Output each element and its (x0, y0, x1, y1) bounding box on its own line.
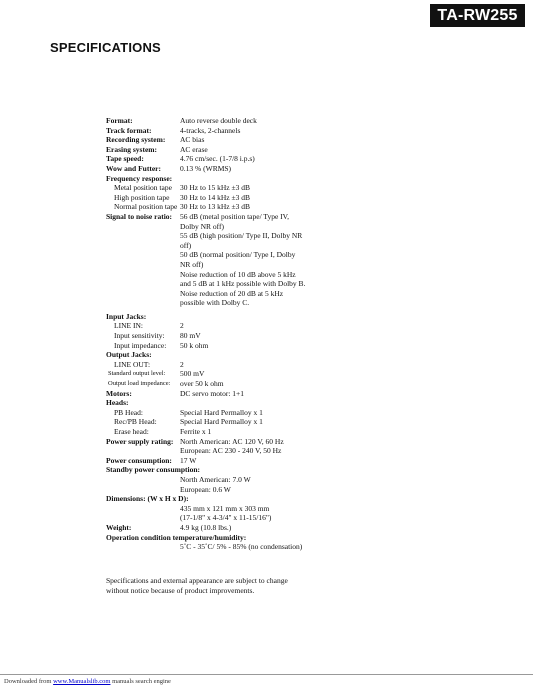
spec-value: 50 k ohm (180, 340, 209, 350)
spec-value: AC bias (180, 135, 205, 145)
spec-value-line: European: 0.6 W (180, 484, 231, 494)
spec-label: Weight: (106, 522, 132, 532)
spec-value: 0.13 % (WRMS) (180, 163, 232, 173)
spec-sublabel: Rec/PB Head: (114, 417, 157, 427)
spec-sublabel: Standard output level: (108, 370, 166, 378)
footer-divider (0, 674, 533, 675)
spec-subrow-high (106, 193, 356, 203)
spec-subrow-line-out (106, 360, 356, 370)
spec-sublabel: Metal position tape (114, 183, 172, 193)
spec-row-recording-system (106, 135, 356, 145)
spec-sublabel: PB Head: (114, 407, 143, 417)
spec-subrow-input-impedance (106, 341, 356, 351)
spec-label: Signal to noise ratio: (106, 211, 173, 221)
spec-label: Power consumption: (106, 455, 172, 465)
footer-suffix: manuals search engine (110, 678, 171, 685)
spec-row-weight (106, 523, 356, 533)
spec-value-line: Noise reduction of 20 dB at 5 kHz (180, 288, 284, 298)
spec-row-power-consumption (106, 456, 356, 466)
spec-row-operation (106, 533, 356, 543)
spec-row-erasing-system (106, 145, 356, 155)
spec-row-tape-speed (106, 154, 356, 164)
spec-label: Erasing system: (106, 144, 158, 154)
spec-value-line: European: AC 230 - 240 V, 50 Hz (180, 446, 282, 456)
spec-label: Tape speed: (106, 154, 144, 164)
spec-row-output-jacks (106, 350, 356, 360)
page-title: SPECIFICATIONS (50, 40, 161, 55)
spec-value-line: 435 mm x 121 mm x 303 mm (180, 503, 270, 513)
spec-label: Frequency response: (106, 173, 173, 183)
spec-value: 2 (180, 359, 184, 369)
spec-subrow-standard-output (106, 369, 356, 379)
spec-label: Format: (106, 116, 133, 125)
footnote-line: Specifications and external appearance are subject to change (106, 576, 288, 585)
manualslib-link[interactable]: www.Manualslib.com (53, 678, 111, 685)
spec-label: Power supply rating: (106, 436, 174, 446)
spec-value-line: and 5 dB at 1 kHz possible with Dolby B. (180, 279, 306, 289)
spec-row-snr (106, 212, 356, 222)
spec-value: 30 Hz to 14 kHz ±3 dB (180, 192, 250, 202)
spec-subrow-output-load (106, 379, 356, 389)
spec-subrow-normal (106, 202, 356, 212)
spec-value-line: off) (180, 240, 192, 250)
spec-label: Input Jacks: (106, 311, 147, 321)
model-badge: TA-RW255 (430, 4, 525, 27)
spec-value-line: (17-1/8" x 4-3/4" x 11-15/16") (180, 513, 272, 523)
spec-subrow-metal (106, 183, 356, 193)
spec-value-line: 55 dB (high position/ Type II, Dolby NR (180, 231, 303, 241)
spec-label: Output Jacks: (106, 350, 152, 360)
spec-sublabel: High position tape (114, 192, 170, 202)
download-footer (4, 678, 171, 685)
spec-sublabel: Normal position tape (114, 202, 178, 212)
spec-label: Wow and Futter: (106, 163, 161, 173)
spec-sublabel: LINE IN: (114, 321, 143, 331)
spec-row-standby (106, 465, 356, 475)
spec-row-power-supply (106, 437, 356, 447)
spec-value: 17 W (180, 455, 197, 465)
spec-value: 30 Hz to 15 kHz ±3 dB (180, 183, 250, 193)
spec-subrow-line-in (106, 321, 356, 331)
spec-value-line: 50 dB (normal position/ Type I, Dolby (180, 250, 296, 260)
spec-row-dimensions (106, 494, 356, 504)
spec-sublabel: LINE OUT: (114, 359, 151, 369)
spec-value: 56 dB (metal position tape/ Type IV, (180, 211, 289, 221)
spec-value: DC servo motor: 1+1 (180, 388, 245, 398)
spec-row-input-jacks (106, 312, 356, 322)
spec-value-line: NR off) (180, 259, 204, 269)
spec-label: Motors: (106, 388, 132, 398)
spec-value: 500 mV (180, 369, 205, 379)
spec-sublabel: Erase head: (114, 427, 149, 436)
spec-list (106, 116, 356, 552)
spec-value-line: North American: 7.0 W (180, 474, 251, 484)
spec-value: over 50 k ohm (180, 379, 224, 389)
spec-value: 80 mV (180, 331, 201, 341)
spec-row-wow-flutter (106, 164, 356, 174)
spec-label: Operation condition temperature/humidity: (106, 532, 247, 542)
spec-subrow-erase-head (106, 427, 356, 437)
spec-label: Dimensions: (W x H x D): (106, 494, 189, 504)
spec-subrow-recpb-head (106, 417, 356, 427)
spec-value-line: possible with Dolby C. (180, 298, 250, 308)
spec-row-heads (106, 398, 356, 408)
spec-sublabel: Output load impedance: (108, 380, 171, 388)
spec-label: Track format: (106, 125, 152, 135)
spec-value: 2 (180, 321, 184, 331)
spec-row-frequency-response (106, 174, 356, 184)
spec-value: 4.76 cm/sec. (1-7/8 i.p.s) (180, 154, 255, 164)
spec-value: 30 Hz to 13 kHz ±3 dB (180, 202, 250, 212)
spec-subrow-pb-head (106, 408, 356, 418)
spec-value: Auto reverse double deck (180, 116, 257, 125)
footer-prefix: Downloaded from (4, 678, 54, 685)
spec-row-track-format (106, 126, 356, 136)
spec-sublabel: Input sensitivity: (114, 331, 165, 341)
spec-value: Ferrite x 1 (180, 427, 212, 436)
footnote-line: without notice because of product improvements. (106, 586, 255, 595)
spec-value-line: Noise reduction of 10 dB above 5 kHz (180, 269, 296, 279)
spec-value: AC erase (180, 144, 208, 154)
spec-value-line: 5˚C - 35˚C/ 5% - 85% (no condensation) (180, 542, 303, 552)
spec-label: Recording system: (106, 135, 166, 145)
spec-row-format (106, 116, 356, 126)
spec-label: Heads: (106, 398, 129, 408)
spec-value: 4-tracks, 2-channels (180, 125, 241, 135)
spec-subrow-input-sensitivity (106, 331, 356, 341)
spec-sublabel: Input impedance: (114, 340, 167, 350)
footnote (106, 576, 336, 596)
spec-value-line: Dolby NR off) (180, 221, 225, 231)
spec-value: Special Hard Permalloy x 1 (180, 407, 263, 417)
spec-row-motors (106, 389, 356, 399)
spec-value: 4.9 kg (10.8 lbs.) (180, 522, 232, 532)
spec-value: Special Hard Permalloy x 1 (180, 417, 263, 427)
spec-label: Standby power consumption: (106, 465, 201, 475)
spec-value: North American: AC 120 V, 60 Hz (180, 436, 284, 446)
